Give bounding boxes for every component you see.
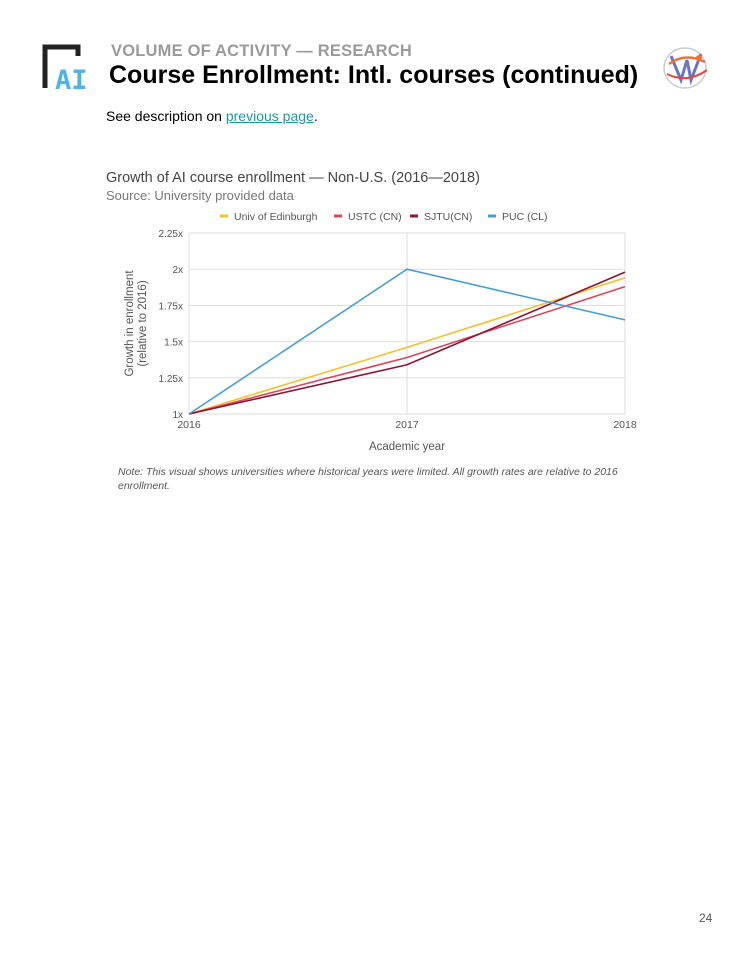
description-suffix: . [313, 108, 318, 124]
page-number: 24 [699, 911, 713, 925]
y-tick-label: 1.25x [158, 373, 183, 385]
y-tick-label: 1.75x [158, 301, 183, 313]
y-axis-label-line2: (relative to 2016) [137, 280, 149, 367]
legend-label: USTC (CN) [348, 211, 402, 223]
y-axis-label-line1: Growth in enrollment [124, 270, 136, 377]
y-axis-label [124, 270, 149, 377]
legend-label: SJTU(CN) [424, 211, 473, 223]
chart-note: Note: This visual shows universities where historical years were limited. All growth rates are relative to 2016 enrollment. [118, 466, 618, 492]
section-title: VOLUME OF ACTIVITY — RESEARCH [111, 42, 412, 60]
y-tick-label: 1x [172, 410, 183, 421]
description-prefix: See description on [106, 108, 226, 124]
y-tick-label: 1.5x [164, 337, 183, 349]
logo-ai-text: AI [55, 65, 88, 92]
y-tick-label: 2.25x [158, 229, 183, 240]
chart-title: Growth of AI course enrollment — Non-U.S. (2016—2018) [106, 170, 480, 186]
legend-label: PUC (CL) [502, 211, 548, 223]
x-tick-label: 2017 [395, 419, 419, 431]
x-axis-label: Academic year [368, 441, 446, 453]
chart-source: Source: University provided data [106, 188, 294, 203]
x-tick-label: 2016 [177, 419, 201, 431]
y-tick-label: 2x [172, 265, 183, 277]
page-title: Course Enrollment: Intl. courses (continued) [109, 61, 639, 89]
x-tick-label: 2018 [613, 419, 637, 431]
previous-page-link[interactable]: previous page [225, 108, 314, 124]
legend-label: Univ of Edinburgh [234, 211, 318, 223]
